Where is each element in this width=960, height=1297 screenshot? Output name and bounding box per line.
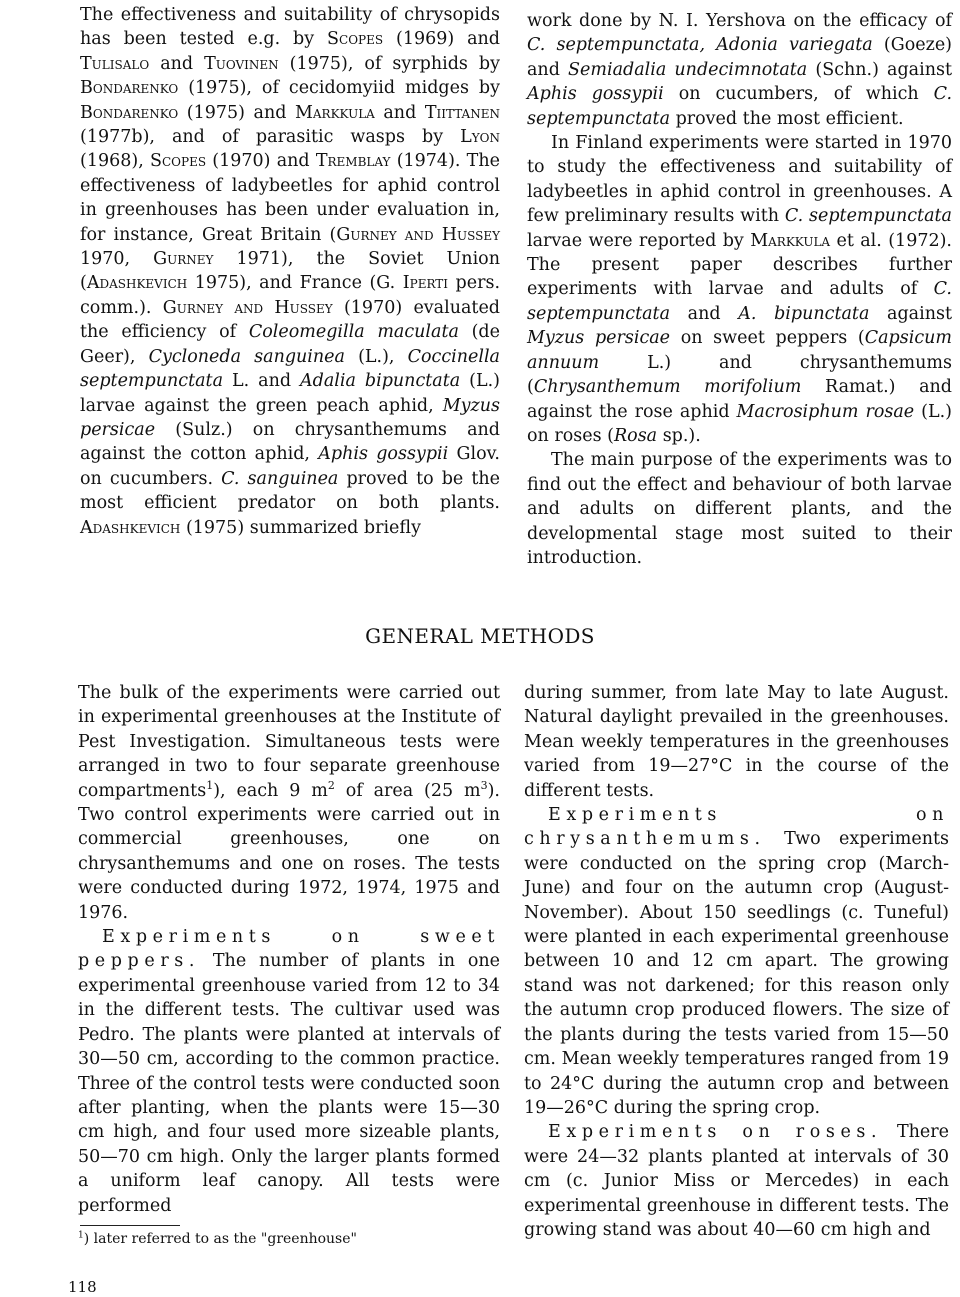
- column-top-left: [80, 3, 500, 540]
- paragraph: In Finland experiments were started in 1970 to study the effectiveness and suitability of ladybeetles in aphid control in greenhouses. A few preliminary results with C. septempunctata larvae were reported by Markkula et al. (1972). The present paper describes further experiments with larvae and adults of C. septempunctata and A. bipunctata against Myzus persicae on sweet peppers (Capsicum annuum L.) and chrysanthemums (Chrysanthemum morifolium Ramat.) and against the rose aphid Macrosiphum rosae (L.) on roses (Rosa sp.).: [527, 133, 952, 446]
- paragraph: work done by N. I. Yershova on the efficacy of C. septempunctata, Adonia variegata (Goeze) and Semiadalia undecimnotata (Schn.) against Aphis gossypii on cucumbers, of which C. septempunctata proved the most efficient.: [527, 11, 953, 129]
- species-name: Myzus persicae: [80, 395, 500, 440]
- author-name: Iperti: [402, 273, 449, 294]
- species-name: C. septempunctata: [527, 84, 953, 129]
- species-name: Semiadalia undecimnotata: [568, 59, 808, 80]
- author-name: Tuovinen: [204, 53, 279, 74]
- species-name: Aphis gossypii: [527, 84, 664, 105]
- author-name: Gurney and Hussey: [162, 297, 333, 318]
- paragraph: The bulk of the experiments were carried out in experimental greenhouses at the Institute of Pest Investigation. Simultaneous tests were arranged in two to four separate greenhouse compartments$^1$), each 9 $m^2$ of area (25 $m^3$). Two control experiments were carried out in commercial greenhouses, one on chrysanthemums and one on roses. The tests were conducted during 1972, 1974, 1975 and 1976.: [78, 683, 500, 923]
- species-name: C. septempunctata, Adonia variegata: [527, 35, 873, 56]
- paragraph: Experiments on roses. There were 24—32 plants planted at intervals of 30 cm (c. Junior Miss or Mercedes) in each experimental greenhouse in different tests. The growing stand was about 40—60 cm high and: [524, 1122, 950, 1240]
- subsection-heading: Experiments on chrysanthemums.: [524, 805, 949, 850]
- paragraph: Experiments on chrysanthemums. Two experiments were conducted on the spring crop (March-June) and four on the autumn crop (August-November). About 150 seedlings (c. Tuneful) were planted in each experimental greenhouse between 10 and 12 cm apart. The growing stand was not darkened; for this reason only the autumn crop produced flowers. The size of the plants during the tests varied from 15—50 cm. Mean weekly temperatures ranged from 19 to 24°C during the autumn crop and between 19—26°C during the spring crop.: [524, 805, 949, 1118]
- species-name: Macrosiphum rosae: [736, 401, 915, 422]
- author-name: Lyon: [460, 127, 500, 148]
- footnote-mark: 1: [78, 1230, 84, 1241]
- paragraph: Experiments on sweet peppers. The number of plants in one experimental greenhouse varied from 12 to 34 in the different tests. The cultivar used was Pedro. The plants were planted at intervals of 30—50 cm, according to the common practice. Three of the control tests were conducted soon after planting, when the plants were 15—30 cm high, and four used more sizeable plants, 50—70 cm high. Only the larger plants formed a uniform leaf canopy. All tests were performed: [78, 927, 500, 1216]
- species-name: Aphis gossypii: [318, 444, 449, 465]
- species-name: Coleomegilla maculata: [248, 322, 459, 343]
- paragraph: during summer, from late May to late August. Natural daylight prevailed in the greenhouses. Mean weekly temperatures in the greenhouses varied from 19—27°C in the course of the different tests.: [524, 683, 949, 801]
- author-name: Bondarenko: [80, 78, 179, 99]
- column-bottom-right: [524, 681, 949, 1242]
- author-name: Tiittanen: [424, 102, 500, 123]
- species-name: Myzus persicae: [527, 328, 671, 349]
- column-bottom-left: [78, 681, 500, 1218]
- species-name: C. septempunctata: [784, 206, 952, 227]
- subsection-heading: Experiments on sweet peppers.: [78, 927, 500, 972]
- author-name: Tremblay: [315, 151, 391, 172]
- paragraph: The main purpose of the experiments was to find out the effect and behaviour of both larvae and adults on different plants, and the developmental stage most suited to their introduction.: [527, 450, 952, 568]
- species-name: Cycloneda sanguinea: [148, 346, 345, 367]
- author-name: Bondarenko: [80, 102, 179, 123]
- author-name: Gurney and Hussey: [336, 224, 500, 245]
- species-name: Adalia bipunctata: [300, 371, 461, 392]
- footnote-text: ) later referred to as the "greenhouse": [83, 1231, 357, 1247]
- author-name: Markkula: [294, 102, 375, 123]
- author-name: Markkula: [750, 230, 831, 251]
- footnote-divider: [80, 1225, 180, 1226]
- paragraph: The effectiveness and suitability of chrysopids has been tested e.g. by Scopes (1969) and Tulisalo and Tuovinen (1975), of syrphids by Bondarenko (1975), of cecidomyiid midges by Bondarenko (1975) and Markkula and Tiittanen (1977b), and of parasitic wasps by Lyon (1968), Scopes (1970) and Tremblay (1974). The effectiveness of ladybeetles for aphid control in greenhouses has been under evaluation in, for instance, Great Britain (Gurney and Hussey 1970, Gurney 1971), the Soviet Union (Adashkevich 1975), and France (G. Iperti pers. comm.). Gurney and Hussey (1970) evaluated the efficiency of Coleomegilla maculata (de Geer), Cycloneda sanguinea (L.), Coccinella septempunctata L. and Adalia bipunctata (L.) larvae against the green peach aphid, Myzus persicae (Sulz.) on chrysanthemums and against the cotton aphid, Aphis gossypii Glov. on cucumbers. C. sanguinea proved to be the most efficient predator on both plants. Adashkevich (1975) summarized briefly: [80, 5, 501, 538]
- author-name: Gurney: [153, 249, 214, 270]
- section-heading: GENERAL METHODS: [365, 624, 595, 648]
- footnote-ref: 1: [206, 778, 214, 792]
- superscript: 3: [480, 778, 488, 792]
- species-name: Chrysanthemum morifolium: [533, 377, 802, 398]
- author-name: Adashkevich: [86, 273, 188, 294]
- species-name: Rosa: [613, 425, 658, 446]
- author-name: Scopes: [327, 29, 384, 50]
- footnote: [78, 1230, 498, 1248]
- superscript: 2: [327, 778, 335, 792]
- author-name: Tulisalo: [80, 53, 150, 74]
- author-name: Adashkevich: [80, 517, 181, 538]
- species-name: C. sanguinea: [221, 468, 339, 489]
- subsection-heading: Experiments on roses.: [548, 1122, 883, 1143]
- author-name: Scopes: [149, 151, 207, 172]
- species-name: Coccinella septempunctata: [80, 346, 500, 392]
- column-top-right: [527, 9, 952, 570]
- species-name: A. bipunctata: [738, 303, 870, 324]
- species-name: Capsicum annuum: [527, 328, 952, 373]
- species-name: C. septempunctata: [527, 279, 952, 324]
- page-number: 118: [68, 1278, 97, 1296]
